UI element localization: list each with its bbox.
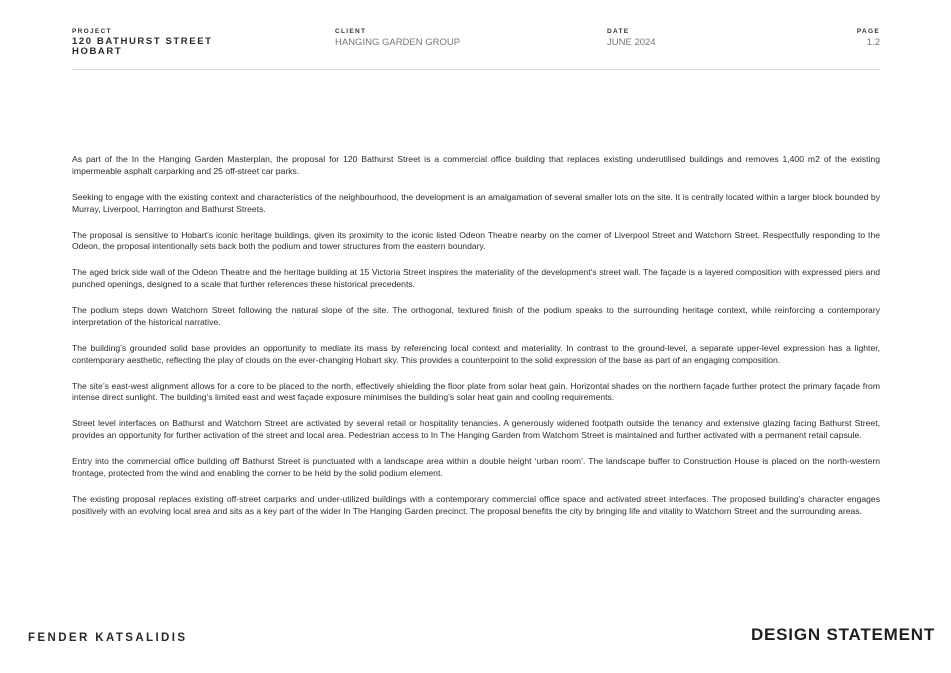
date-block [607, 28, 656, 48]
paragraph: The building’s grounded solid base provides an opportunity to mediate its mass by referencing local context and materiality. In contrast to the ground-level, a separate upper-level expression has a lighter, contemporary aesthetic, reflecting the play of clouds on the ever-changing Hobart sky. This provides a counterpoint to the solid expression of the base as part of an engaging composition. [72, 342, 880, 365]
section-title: DESIGN STATEMENT [750, 625, 935, 644]
paragraph: As part of the In the Hanging Garden Masterplan, the proposal for 120 Bathurst Street is a commercial office building that replaces existing underutilised buildings and removes 1,400 m2 of the existing impermeable asphalt carparking and 25 off-street car parks. [72, 154, 880, 176]
paragraph: The site’s east-west alignment allows for a core to be placed to the north, effectively shielding the floor plate from solar heat gain. Horizontal shades on the northern façade further protect the primary façade from intense direct sunlight. The building’s limited east and west façade exposure minimises the building’s solar heat gain and cooling requirements. [72, 380, 880, 403]
date-value: JUNE 2024 [607, 37, 656, 48]
project-name-line2: HOBART [72, 46, 123, 57]
project-label: PROJECT [72, 28, 112, 35]
paragraph: Entry into the commercial office building off Bathurst Street is punctuated with a landscape area within a double height ‘urban room’. The landscape buffer to Construction House is placed on the north-western frontage, protected from the wind and enabling the corner to be held by the solid podium element. [72, 456, 880, 479]
paragraph: The existing proposal replaces existing off-street carparks and under-utilized buildings with a contemporary commercial office space and activated street interfaces. The proposed building’s character engages positively with an evolving local area and sits as a key part of the wider In The Hanging Garden precinct. The proposal benefits the city by bringing life and vitality to Watchorn Street and the surrounding areas. [72, 494, 880, 516]
client-value: HANGING GARDEN GROUP [335, 37, 461, 48]
client-label: CLIENT [335, 28, 367, 35]
paragraph: The podium steps down Watchorn Street following the natural slope of the site. The orthogonal, textured finish of the podium speaks to the surrounding heritage context, while reinforcing a contemporary interpretation of the historical narrative. [72, 305, 880, 327]
page-block [857, 28, 880, 48]
project-block [72, 28, 213, 57]
date-label: DATE [607, 28, 630, 35]
page-header [72, 28, 880, 68]
paragraph: Street level interfaces on Bathurst and Watchorn Street are activated by several retail or hospitality tenancies. A generously widened footpath outside the tenancy and extensive glazing facing Bathurst Street, provides an opportunity for further activation of the street and local area. Pedestrian access to In The Hanging Garden from Watchorn Street is maintained and further activated with a permanent retail capsule. [72, 418, 880, 441]
client-block [335, 28, 460, 48]
firm-logo-text: FENDER KATSALIDIS [28, 632, 188, 644]
paragraph: The aged brick side wall of the Odeon Theatre and the heritage building at 15 Victoria Street inspires the materiality of the development’s street wall. The façade is a layered composition with expressed piers and punched openings, designed to a scale that further references these historical precedents. [72, 267, 880, 290]
paragraph: Seeking to engage with the existing context and characteristics of the neighbourhood, the development is an amalgamation of several smaller lots on the site. It is centrally located within a larger block bounded by Murray, Liverpool, Harrington and Bathurst Streets. [72, 191, 880, 214]
page-label: PAGE [856, 28, 880, 35]
paragraph: The proposal is sensitive to Hobart’s iconic heritage buildings, given its proximity to the iconic listed Odeon Theatre nearby on the corner of Liverpool Street and Watchorn Street. Respectfully responding to the Odeon, the proposal intentionally sets back both the podium and tower structures from the eastern boundary. [72, 229, 880, 252]
design-statement-body [72, 154, 880, 532]
page-number: 1.2 [866, 37, 880, 48]
header-divider [72, 69, 880, 70]
project-name-line1: 120 BATHURST STREET [72, 36, 213, 47]
